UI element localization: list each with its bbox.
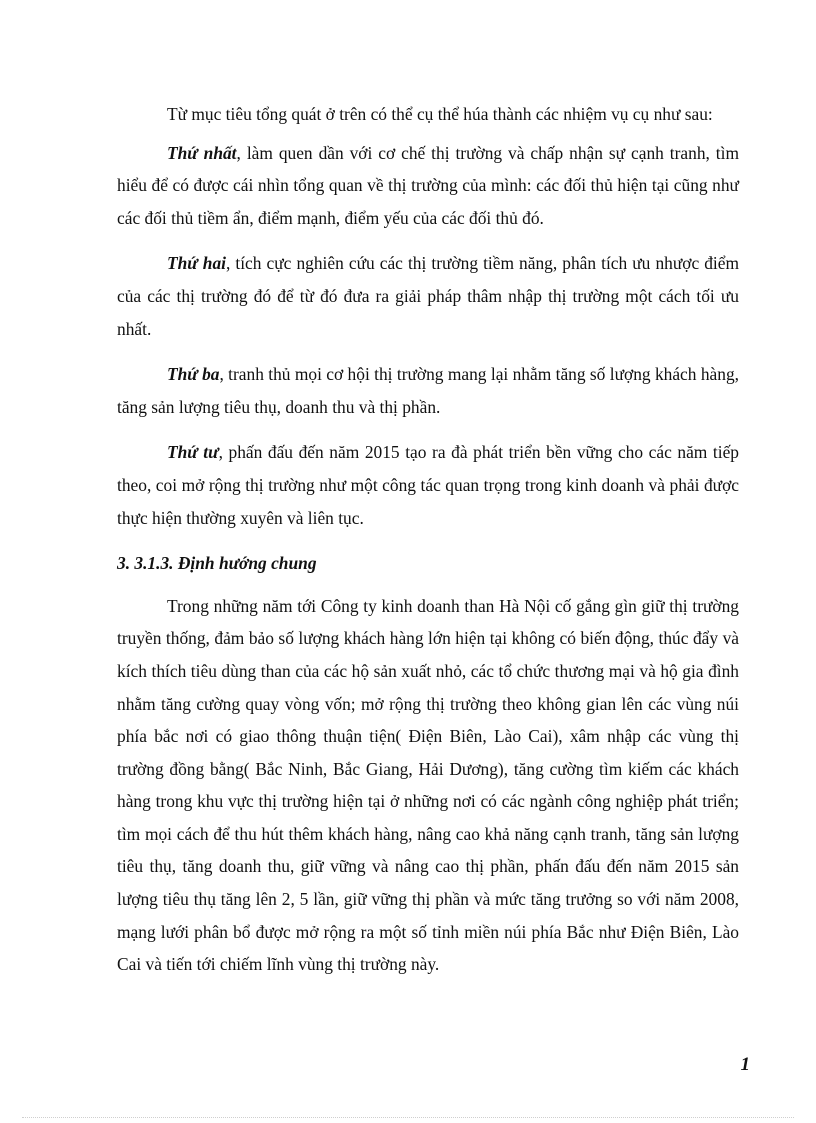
task-lead-2: Thứ hai	[167, 253, 226, 274]
task-lead-3: Thứ ba	[167, 364, 220, 385]
task-paragraph-1	[117, 137, 739, 235]
task-text-4: , phấn đấu đến năm 2015 tạo ra đà phát triển bền vững cho các năm tiếp theo, coi mở rộng thị trường như một công tác quan trọng trong kinh doanh và phải được thực hiện thường xuyên và liên tục.	[117, 442, 740, 528]
section-heading: 3. 3.1.3. Định hướng chung	[117, 553, 317, 574]
page-content	[117, 98, 739, 981]
task-text-2: , tích cực nghiên cứu các thị trường tiềm năng, phân tích ưu nhược điểm của các thị trường đó để từ đó đưa ra giải pháp thâm nhập thị trường một cách tối ưu nhất.	[117, 253, 740, 339]
task-paragraph-3	[117, 358, 739, 423]
task-text-3: , tranh thủ mọi cơ hội thị trường mang lại nhằm tăng số lượng khách hàng, tăng sản lượng tiêu thụ, doanh thu và thị phần.	[117, 364, 739, 417]
task-paragraph-2	[117, 247, 739, 345]
task-lead-4: Thứ tư	[167, 442, 219, 463]
task-paragraph-4	[117, 436, 739, 534]
task-text-1: , làm quen dần với cơ chế thị trường và chấp nhận sự cạnh tranh, tìm hiểu để có được cái nhìn tổng quan về thị trường của mình: các đối thủ hiện tại cũng như các đối thủ tiềm ẩn, điểm mạnh, điểm yếu của các đối thủ đó.	[117, 142, 739, 228]
section-body-paragraph: Trong những năm tới Công ty kinh doanh than Hà Nội cố gắng gìn giữ thị trường truyền thống, đảm bảo số lượng khách hàng lớn hiện tại không có biến động, thúc đẩy và kích thích tiêu dùng than của các hộ sản xuất nhỏ, các tổ chức thương mại và hộ gia đình nhằm tăng cường quay vòng vốn; mở rộng thị trường theo không gian lên các vùng núi phía bắc nơi có giao thông thuận tiện( Điện Biên, Lào Cai), xâm nhập các vùng thị trường đồng bằng( Bắc Ninh, Bắc Giang, Hải Dương), tăng cường tìm kiếm các khách hàng trong khu vực thị trường hiện tại ở những nơi có các ngành công nghiệp phát triển; tìm mọi cách để thu hút thêm khách hàng, nâng cao khả năng cạnh tranh, tăng sản lượng tiêu thụ, tăng doanh thu, giữ vững và nâng cao thị phần, phấn đấu đến năm 2015 sản lượng tiêu thụ tăng lên 2, 5 lần, giữ vững thị phần và mức tăng trưởng so với năm 2008, mạng lưới phân bổ được mở rộng ra một số tỉnh miền núi phía Bắc như Điện Biên, Lào Cai và tiến tới chiếm lĩnh vùng thị trường này.	[117, 595, 739, 975]
page-number: 1	[740, 1054, 750, 1075]
intro-paragraph: Từ mục tiêu tổng quát ở trên có thể cụ thể húa thành các nhiệm vụ cụ như sau:	[167, 104, 713, 124]
task-lead-1: Thứ nhất	[167, 142, 237, 163]
footer-divider	[22, 1117, 794, 1118]
